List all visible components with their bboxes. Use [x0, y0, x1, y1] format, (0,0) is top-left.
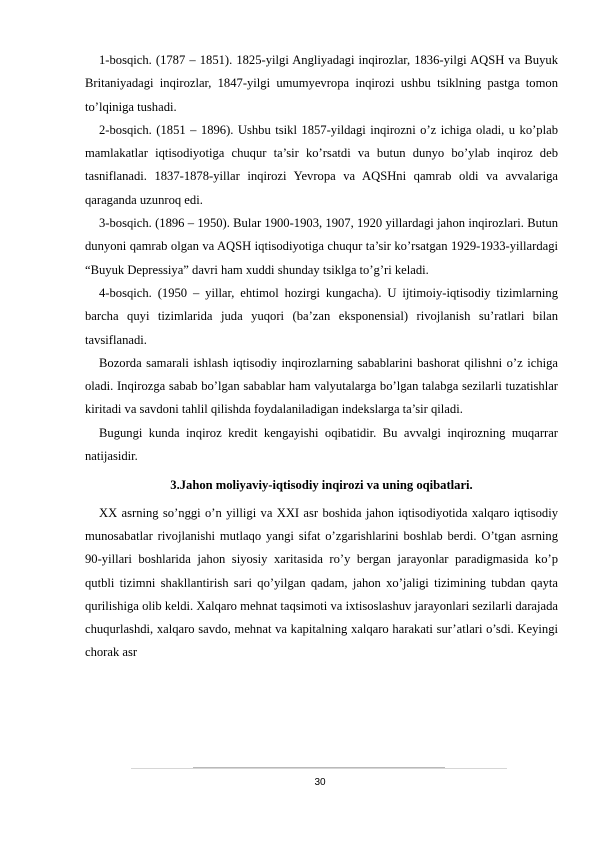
- paragraph-stage-3: 3-bosqich. (1896 – 1950). Bular 1900-1903, 1907, 1920 yillardagi jahon inqirozlari. Butun dunyoni qamrab olgan va AQSH iqtisodiyotiga chuqur ta’sir ko’rsatgan 1929-1933-yillardagi “Buyuk Depressiya” davri ham xuddi shunday tsiklga to’g’ri keladi.: [85, 216, 558, 277]
- paragraph-stage-1: 1-bosqich. (1787 – 1851). 1825-yilgi Angliyadagi inqirozlar, 1836-yilgi AQSH va Buyuk Britaniyadagi inqirozlar, 1847-yilgi umumyevropa inqirozi ushbu tsiklning pastga tomon to’lqiniga tushadi.: [85, 53, 558, 114]
- paragraph-stage-4: 4-bosqich. (1950 – yillar, ehtimol hozirgi kungacha). U ijtimoiy-iqtisodiy tizimlarning barcha quyi tizimlarida juda yuqori (ba’zan eksponensial) rivojlanish su’ratlari bilan tavsiflanadi.: [85, 285, 558, 347]
- footer-divider-inner: [193, 767, 445, 768]
- paragraph-xx-century: XX asrning so’nggi o’n yilligi va XXI asr boshida jahon iqtisodiyotida xalqaro iqtisodiy munosabatlar rivojlanishi mutlaqo yangi sifat o’zgarishlarini boshlab berdi. O’tgan asrning 90-yillari boshlarida jahon siyosiy xaritasida ro’y bergan jarayonlar paradigmasida ko’p qutbli tizimni shakllantirish sari qo’yilgan qadam, jahon xo’jaligi tizimining tubdan qayta qurilishiga olib keldi. Xalqaro mehnat taqsimoti va ixtisoslashuv jarayonlari sezilarli darajada chuqurlashdi, xalqaro savdo, mehnat va kapitalning xalqaro harakati sur’atlari o’sdi. Keyingi chorak asr: [85, 505, 558, 660]
- page-number: 30: [314, 777, 326, 788]
- section-heading: 3.Jahon moliyaviy-iqtisodiy inqirozi va uning oqibatlari.: [170, 478, 473, 493]
- footer-divider: [131, 768, 507, 769]
- page-body: [85, 49, 558, 665]
- paragraph-credit-expansion: Bugungi kunda inqiroz kredit kengayishi oqibatidir. Bu avvalgi inqirozning muqarrar natijasidir.: [85, 425, 558, 464]
- paragraph-market-forecast: Bozorda samarali ishlash iqtisodiy inqirozlarning sabablarini bashorat qilishni o’z ichiga oladi. Inqirozga sabab bo’lgan sabablar ham valyutalarga bo’lgan talabga sezilarli tuzatishlar kiritadi va savdoni tahlil qilishda foydalaniladigan indekslarga ta’sir qiladi.: [85, 355, 558, 417]
- paragraph-stage-2: 2-bosqich. (1851 – 1896). Ushbu tsikl 1857-yildagi inqirozni o’z ichiga oladi, u ko’plab mamlakatlar iqtisodiyotiga chuqur ta’sir ko’rsatdi va butun dunyo bo’ylab inqiroz deb tasniflanadi. 1837-1878-yillar inqirozi Yevropa va AQSHni qamrab oldi va avvalariga qaraganda uzunroq edi.: [85, 122, 558, 207]
